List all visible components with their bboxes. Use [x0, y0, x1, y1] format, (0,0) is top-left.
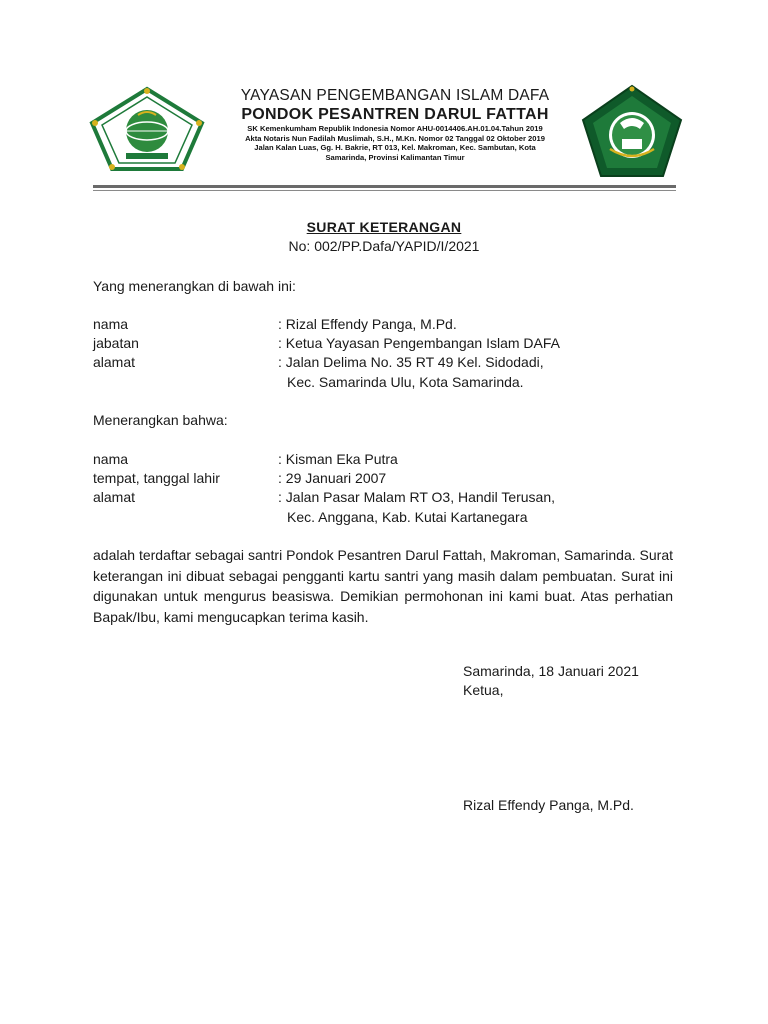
letter-number: No: 002/PP.Dafa/YAPID/I/2021	[288, 238, 480, 254]
place-date: Samarinda, 18 Januari 2021	[463, 663, 639, 679]
signatory-role: Ketua,	[463, 682, 504, 698]
body-paragraph: adalah terdaftar sebagai santri Pondok Pesantren Darul Fattah, Makroman, Samarinda. Surat keterangan ini dibuat sebagai pengganti kartu santri yang masih dalam pembuatan. Surat ini digunakan untuk mengurus beasiswa. Demikian permohonan ini kami buat. Atas perhatian Bapak/Ibu, kami mengucapkan terima kasih.	[93, 547, 673, 625]
letterhead-rule-thick	[93, 185, 676, 188]
declares-line: Menerangkan bahwa:	[93, 412, 228, 428]
issuer-address-continuation: Kec. Samarinda Ulu, Kota Samarinda.	[287, 374, 524, 390]
subject-birth-value: : 29 Januari 2007	[278, 470, 387, 486]
signatory-name: Rizal Effendy Panga, M.Pd.	[463, 797, 634, 813]
issuer-address-label: alamat	[93, 354, 136, 370]
issuer-position-label: jabatan	[93, 335, 139, 351]
subject-birth-label: tempat, tanggal lahir	[93, 470, 220, 486]
notary-deed: Akta Notaris Nun Fadilah Muslimah, S.H., M.Kn. Nomor 02 Tanggal 02 Oktober 2019	[245, 133, 545, 143]
sk-decree: SK Kemenkumham Republik Indonesia Nomor AHU-0014406.AH.01.04.Tahun 2019	[247, 124, 543, 133]
issuer-name-value: : Rizal Effendy Panga, M.Pd.	[278, 316, 457, 332]
issuer-address-value: : Jalan Delima No. 35 RT 49 Kel. Sidodadi,	[278, 354, 544, 370]
letter-title: SURAT KETERANGAN	[306, 219, 462, 235]
school-name: PONDOK PESANTREN DARUL FATTAH	[241, 106, 549, 123]
subject-name-label: nama	[93, 451, 129, 467]
subject-address-label: alamat	[93, 489, 136, 505]
address-line-2: Samarinda, Provinsi Kalimantan Timur	[325, 152, 465, 162]
pesantren-logo-icon	[580, 83, 684, 179]
address-line-1: Jalan Kalan Luas, Gg. H. Bakrie, RT 013, Kel. Makroman, Kec. Sambutan, Kota	[254, 143, 536, 152]
subject-name-value: : Kisman Eka Putra	[278, 451, 398, 467]
issuer-name-label: nama	[93, 316, 129, 332]
issuer-position-value: : Ketua Yayasan Pengembangan Islam DAFA	[278, 335, 560, 351]
intro-line: Yang menerangkan di bawah ini:	[93, 278, 296, 294]
foundation-logo-icon	[86, 85, 208, 173]
letterhead-rule-thin	[93, 190, 676, 191]
subject-address-continuation: Kec. Anggana, Kab. Kutai Kartanegara	[287, 509, 528, 525]
subject-address-value: : Jalan Pasar Malam RT O3, Handil Terusan,	[278, 489, 556, 505]
foundation-name: YAYASAN PENGEMBANGAN ISLAM DAFA	[240, 87, 550, 104]
